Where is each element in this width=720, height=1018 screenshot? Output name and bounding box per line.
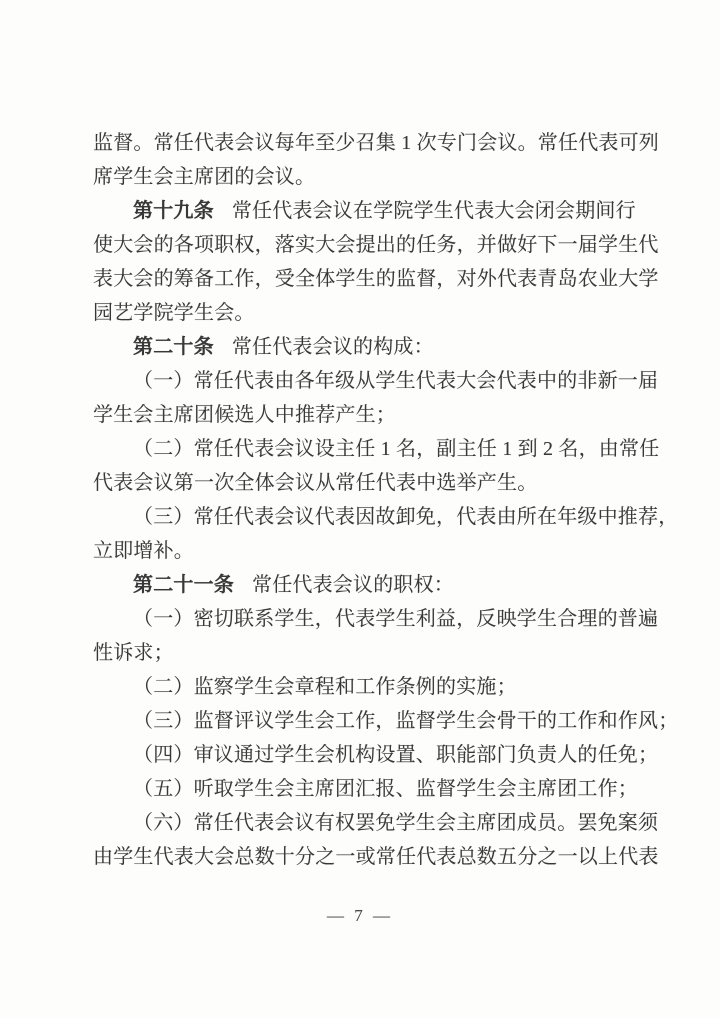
line-text: 立即增补。 bbox=[93, 540, 194, 562]
text-line bbox=[93, 772, 638, 806]
line-text: 使大会的各项职权，落实大会提出的任务，并做好下一届学生代 bbox=[93, 234, 659, 256]
line-text: （六）常任代表会议有权罢免学生会主席团成员。罢免案须 bbox=[133, 812, 659, 834]
line-text: 席学生会主席团的会议。 bbox=[93, 166, 316, 188]
line-text: （三）监督评议学生会工作，监督学生会骨干的工作和作风； bbox=[133, 710, 679, 732]
text-line bbox=[93, 738, 659, 772]
text-line bbox=[93, 228, 659, 262]
line-text: 性诉求； bbox=[93, 642, 174, 664]
text-line bbox=[93, 806, 659, 840]
text-line bbox=[93, 704, 679, 738]
line-text: 常任代表会议的构成： bbox=[231, 336, 434, 358]
page-number: — 7 — bbox=[327, 906, 393, 925]
text-line bbox=[93, 262, 659, 296]
text-line bbox=[93, 126, 659, 160]
line-text: 由学生代表大会总数十分之一或常任代表总数五分之一以上代表 bbox=[93, 846, 659, 868]
text-line bbox=[93, 432, 660, 466]
page-footer bbox=[0, 903, 720, 929]
line-text: 表大会的筹备工作，受全体学生的监督，对外代表青岛农业大学 bbox=[93, 268, 659, 290]
document-body bbox=[93, 126, 679, 874]
text-line bbox=[93, 636, 633, 670]
article-number: 第十九条 bbox=[133, 200, 214, 222]
line-text: 常任代表会议的职权： bbox=[252, 574, 454, 596]
text-line bbox=[93, 330, 633, 364]
line-text: （一）常任代表由各年级从学生代表大会代表中的非新一届 bbox=[133, 370, 659, 392]
article-number: 第二十条 bbox=[133, 336, 214, 358]
line-text: （二）常任代表会议设主任 1 名，副主任 1 到 2 名，由常任 bbox=[133, 438, 660, 460]
line-text: 常任代表会议在学院学生代表大会闭会期间行 bbox=[231, 200, 636, 222]
line-text: （四）审议通过学生会机构设置、职能部门负责人的任免； bbox=[133, 744, 659, 766]
line-text: 学生会主席团候选人中推荐产生； bbox=[93, 404, 396, 426]
text-line bbox=[93, 534, 633, 568]
article-number: 第二十一条 bbox=[133, 574, 234, 596]
text-line bbox=[93, 500, 679, 534]
text-line bbox=[93, 194, 636, 228]
text-line bbox=[93, 670, 633, 704]
text-line bbox=[93, 160, 633, 194]
line-text: 园艺学院学生会。 bbox=[93, 302, 255, 324]
text-line bbox=[93, 840, 659, 874]
line-text: （一）密切联系学生，代表学生利益，反映学生合理的普遍 bbox=[133, 608, 659, 630]
text-line bbox=[93, 398, 633, 432]
line-text: 代表会议第一次全体会议从常任代表中选举产生。 bbox=[93, 472, 538, 494]
text-line bbox=[93, 364, 659, 398]
line-text: （五）听取学生会主席团汇报、监督学生会主席团工作； bbox=[133, 778, 638, 800]
text-line bbox=[93, 466, 633, 500]
line-text: （二）监察学生会章程和工作条例的实施； bbox=[133, 676, 517, 698]
line-text: （三）常任代表会议代表因故卸免，代表由所在年级中推荐， bbox=[133, 506, 679, 528]
text-line bbox=[93, 568, 633, 602]
text-line bbox=[93, 296, 633, 330]
text-line bbox=[93, 602, 659, 636]
line-text: 监督。常任代表会议每年至少召集 1 次专门会议。常任代表可列 bbox=[93, 132, 659, 154]
